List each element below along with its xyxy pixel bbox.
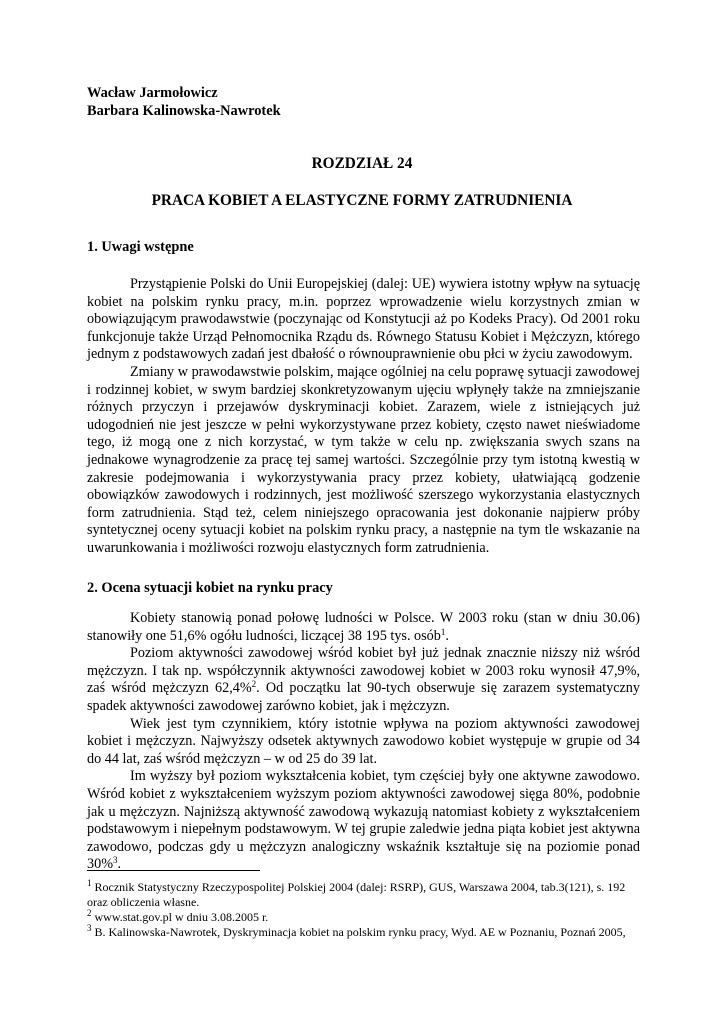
footnote-text: Rocznik Statystyczny Rzeczypospolitej Polskiej 2004 (dalej: RSRP), GUS, Warszawa 2004, tab.3(121), s. 192 oraz obliczenia własne. (87, 880, 626, 909)
paragraph-text: . (117, 856, 122, 873)
footnote (87, 910, 640, 925)
paragraph-text: Im wyższy był poziom wykształcenia kobiet, tym częściej były one aktywne zawodowo. Wśród kobiet z wykształceniem wyższym poziom aktywności zawodowej sięga 80%, podobnie jak u mężczyzn. Najniższą aktywność zawodową wykazują natomiast kobiety z wykształceniem podstawowym i niepełnym podstawowym. W tej grupie zaledwie jedna piąta kobiet jest aktywna zawodowo, podczas gdy u mężczyzn analogiczny wskaźnik kształtuje się na poziomie ponad 30% (87, 768, 640, 873)
paragraph (87, 645, 640, 715)
section-body (87, 610, 640, 874)
chapter-label: ROZDZIAŁ 24 (311, 155, 413, 172)
paragraph: Wiek jest tym czynnikiem, który istotnie wpływa na poziom aktywności zawodowej kobiet i mężczyzn. Najwyższy odsetek aktywnych zawodowo kobiet występuje w grupie od 34 do 44 lat, zaś wśród mężczyzn – w od 25 do 39 lat. (87, 715, 640, 767)
paragraph-text: . Od początku lat 90-tych obserwuje się zarazem systematyczny spadek aktywności zawodowej zarówno kobiet, jak i mężczyzn. (87, 680, 640, 714)
section-heading: 1. Uwagi wstępne (87, 239, 194, 255)
footnote-text: www.stat.gov.pl w dniu 3.08.2005 r. (94, 910, 269, 924)
author-name: Barbara Kalinowska-Nawrotek (87, 103, 281, 119)
footnote-number: 1 (87, 878, 92, 888)
footnote-number: 2 (87, 908, 92, 918)
footnote-ref: 1 (440, 626, 446, 637)
paragraph: Przystąpienie Polski do Unii Europejskiej (dalej: UE) wywiera istotny wpływ na sytuację kobiet na polskim rynku pracy, m.in. poprzez wprowadzenie wielu korzystnych zmian w obowiązującym prawodawstwie (poczynając od Konstytucji aż po Kodeks Pracy). Od 2001 roku funkcjonuje także Urząd Pełnomocnika Rządu ds. Równego Statusu Kobiet i Mężczyzn, którego jednym z podstawowych zadań jest dbałość o równouprawnienie obu płci w życiu zawodowym. (87, 276, 640, 363)
paragraph-text: Kobiety stanowią ponad połowę ludności w Polsce. W 2003 roku (stan w dniu 30.06) stanowiły one 51,6% ogółu ludności, liczącej 38 195 tys. osób (87, 610, 640, 644)
paragraph-text: . (445, 627, 449, 644)
footnote (87, 880, 640, 910)
footnote-ref: 3 (113, 855, 118, 866)
section-body (87, 276, 640, 558)
paragraph (87, 768, 640, 874)
footnote-ref: 2 (251, 679, 257, 690)
author-list (87, 84, 281, 120)
paragraph-text: Poziom aktywności zawodowej wśród kobiet był już jednak znacznie niższy niż wśród mężczyzn. I tak np. współczynnik aktywności zawodowej kobiet w 2003 roku wynosił 47,9%, zaś wśród mężczyzn 62,4% (87, 645, 640, 697)
footnote-divider (87, 870, 260, 871)
footnote-text: B. Kalinowska-Nawrotek, Dyskryminacja kobiet na polskim rynku pracy, Wyd. AE w Poznaniu, Poznań 2005, (94, 925, 626, 939)
section-heading: 2. Ocena sytuacji kobiet na rynku pracy (87, 580, 333, 596)
paragraph: Zmiany w prawodawstwie polskim, mające ogólniej na celu poprawę sytuacji zawodowej i rodzinnej kobiet, w swym bardziej skonkretyzowanym ujęciu wpłynęły także na zmniejszanie różnych przyczyn i przejawów dyskryminacji kobiet. Zarazem, wiele z istniejących już udogodnień nie jest jeszcze w pełni wykorzystywane przez kobiety, często nawet nieświadome tego, iż mogą one z nich korzystać, w tym także w celu np. zwiększania swych szans na jednakowe wynagrodzenie za pracę tej samej wartości. Szczególnie przy tym istotną kwestią w zakresie podejmowania i wykorzystywania pracy przez kobiety, ułatwiającą godzenie obowiązków zawodowych i rodzinnych, jest możliwość szerszego wykorzystania elastycznych form zatrudnienia. Stąd też, celem niniejszego opracowania jest dokonanie najpierw próby syntetycznej oceny sytuacji kobiet na polskim rynku pracy, a następnie na tym tle wskazanie na uwarunkowania i możliwości rozwoju elastycznych form zatrudnienia. (87, 363, 640, 556)
footnotes (87, 880, 640, 940)
footnote-number: 3 (87, 923, 92, 933)
chapter-title: PRACA KOBIET A ELASTYCZNE FORMY ZATRUDNIENIA (151, 192, 573, 209)
paragraph (87, 610, 640, 645)
author-name: Wacław Jarmołowicz (87, 85, 218, 101)
footnote (87, 925, 640, 940)
